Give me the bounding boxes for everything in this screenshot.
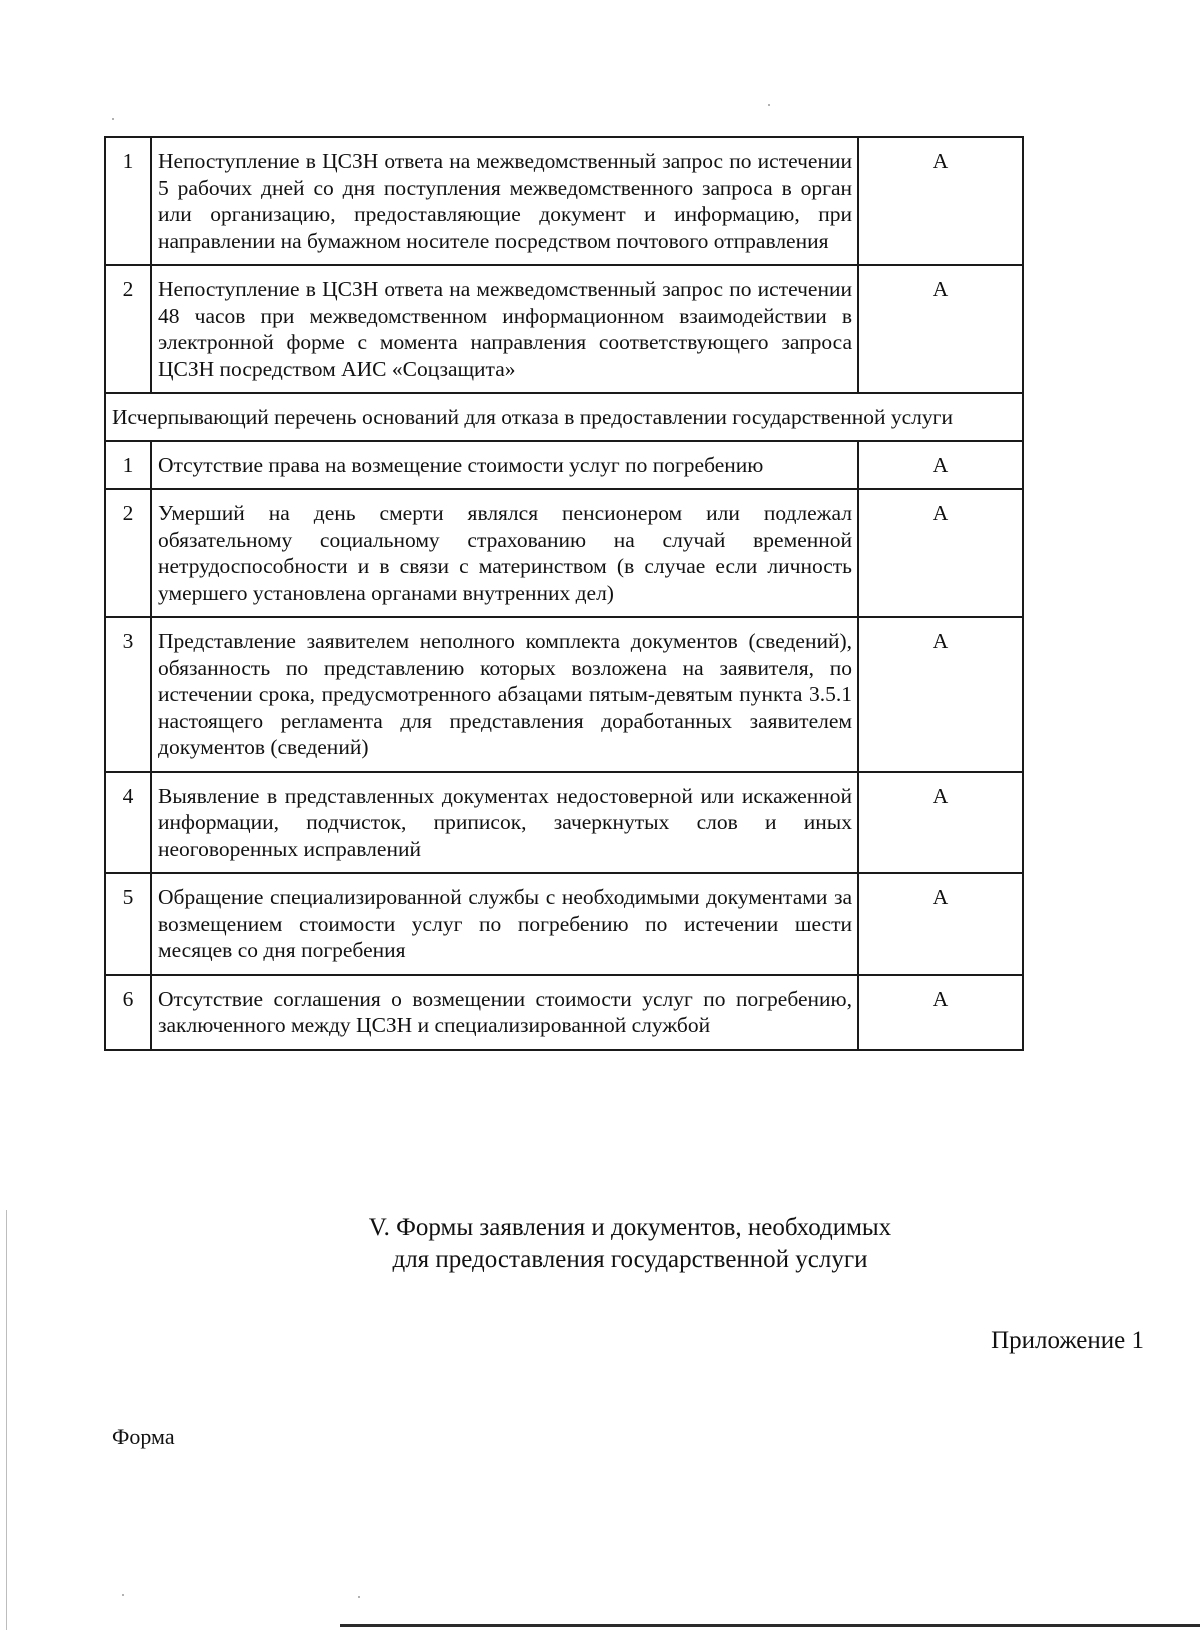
- row-text: Непоступление в ЦСЗН ответа на межведомственный запрос по истечении 5 рабочих дней со дня поступления межведомственного запроса в орган или организацию, предоставляющие документ и информацию, при направлении на бумажном носителе посредством почтового отправления: [151, 137, 858, 265]
- section-title: [300, 1212, 960, 1276]
- row-number: 6: [105, 975, 151, 1050]
- row-text: Отсутствие права на возмещение стоимости услуг по погребению: [151, 441, 858, 490]
- section-heading-row: [105, 393, 1023, 441]
- row-number: 5: [105, 873, 151, 975]
- row-number: 3: [105, 617, 151, 772]
- row-mark: А: [858, 772, 1023, 874]
- scan-speck: [122, 1594, 124, 1596]
- table-row: [105, 137, 1023, 265]
- row-text: Обращение специализированной службы с необходимыми документами за возмещением стоимости услуг по погребению по истечении шести месяцев со дня погребения: [151, 873, 858, 975]
- section-heading: Исчерпывающий перечень оснований для отказа в предоставлении государственной услуги: [105, 393, 1023, 441]
- row-mark: А: [858, 265, 1023, 393]
- row-text: Умерший на день смерти являлся пенсионером или подлежал обязательному социальному страхованию на случай временной нетрудоспособности и в связи с материнством (в случае если личность умершего установлена органами внутренних дел): [151, 489, 858, 617]
- grounds-table: [104, 136, 1024, 1051]
- table-row: [105, 873, 1023, 975]
- table-row: [105, 772, 1023, 874]
- row-mark: А: [858, 489, 1023, 617]
- row-number: 2: [105, 489, 151, 617]
- row-mark: А: [858, 441, 1023, 490]
- scan-speck: [768, 104, 770, 106]
- scan-speck: [358, 1596, 360, 1598]
- section-title-line: V. Формы заявления и документов, необходимых: [368, 1214, 892, 1241]
- row-text: Выявление в представленных документах недостоверной или искаженной информации, подчисток, приписок, зачеркнутых слов и иных неоговоренных исправлений: [151, 772, 858, 874]
- row-mark: А: [858, 137, 1023, 265]
- row-mark: А: [858, 975, 1023, 1050]
- scan-edge-line: [340, 1624, 1200, 1627]
- table-row: [105, 265, 1023, 393]
- form-label: Форма: [112, 1424, 175, 1449]
- row-text: Отсутствие соглашения о возмещении стоимости услуг по погребению, заключенного между ЦСЗН и специализированной службой: [151, 975, 858, 1050]
- section-title-line: для предоставления государственной услуги: [392, 1246, 868, 1273]
- row-text: Непоступление в ЦСЗН ответа на межведомственный запрос по истечении 48 часов при межведомственном информационном взаимодействии в электронной форме с момента направления соответствующего запроса ЦСЗН посредством АИС «Соцзащита»: [151, 265, 858, 393]
- table-row: [105, 617, 1023, 772]
- row-number: 4: [105, 772, 151, 874]
- row-number: 1: [105, 441, 151, 490]
- row-mark: А: [858, 617, 1023, 772]
- row-number: 2: [105, 265, 151, 393]
- table-row: [105, 975, 1023, 1050]
- appendix-label: Приложение 1: [991, 1327, 1144, 1354]
- table-row: [105, 441, 1023, 490]
- scan-speck: [112, 118, 114, 120]
- row-text: Представление заявителем неполного комплекта документов (сведений), обязанность по представлению которых возложена на заявителя, по истечении срока, предусмотренного абзацами пятым-девятым пункта 3.5.1 настоящего регламента для представления доработанных заявителем документов (сведений): [151, 617, 858, 772]
- row-number: 1: [105, 137, 151, 265]
- scan-edge-line: [6, 1210, 7, 1630]
- row-mark: А: [858, 873, 1023, 975]
- table-row: [105, 489, 1023, 617]
